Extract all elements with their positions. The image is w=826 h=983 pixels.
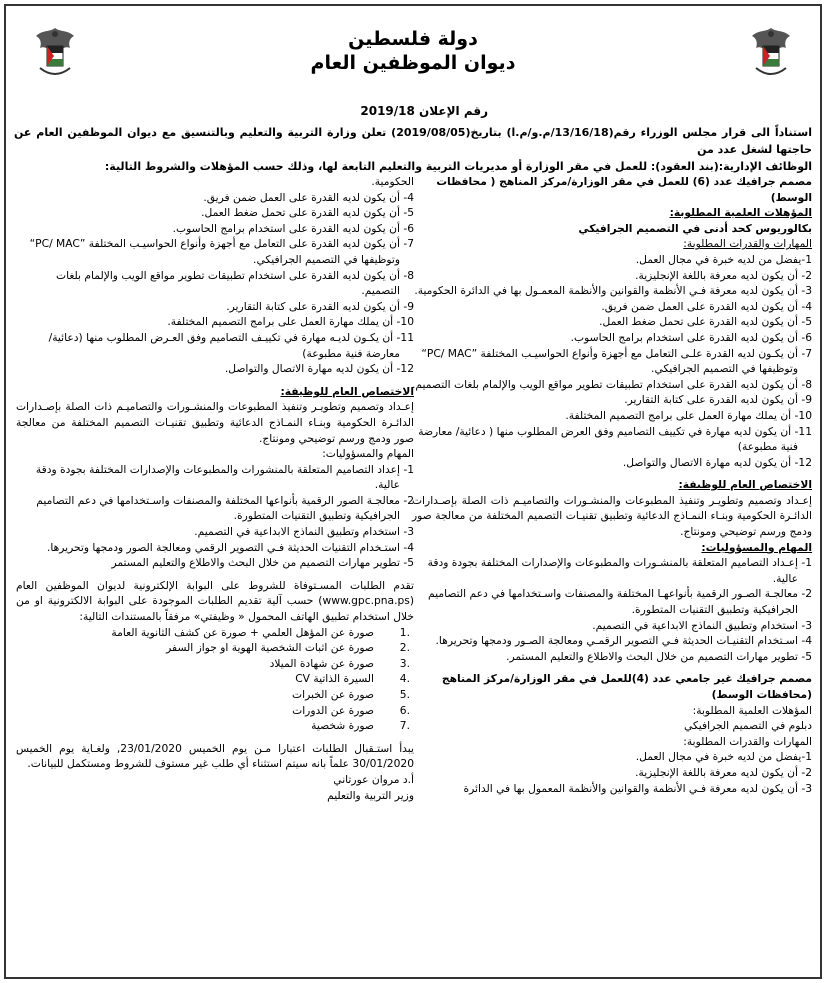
list-item: .3 صورة عن شهادة الميلاد <box>269 656 410 670</box>
list-item: .5 صورة عن الخبرات <box>292 688 410 701</box>
list-item: 2- أن يكون لديه معرفة باللغة الإنجليزية. <box>635 765 812 779</box>
documents-list <box>16 625 414 734</box>
right-column <box>412 174 812 796</box>
list-item: 10- أن يملك مهارة العمل على برامج التصميم المختلفة. <box>167 315 414 329</box>
announcement-page <box>4 4 822 979</box>
application-instructions: تقدم الطلبات المسـتوفاة للشروط على البوابة الإلكترونية لديوان الموظفين العام (www.gpc.pna.ps) حسب آلية تقديم الطلبات الموجودة على البوابة الالكترونية او من خلال استخدام تطبيق الهاتف المحمول « وظيفتي» مرفقاً بالمستندات التالية: <box>16 578 414 624</box>
header-state: دولة فلسطين <box>348 28 478 50</box>
signatory-name: أ.د مروان عورتاني <box>333 772 414 786</box>
list-item: 5- تطوير مهارات التصميم من خلال البحث والاطلاع والتعليم المستمر. <box>506 649 812 663</box>
left-column <box>16 174 414 803</box>
section-heading: المهارات والقدرات المطلوبة: <box>683 734 812 748</box>
section-heading: المهام والمسؤوليات: <box>322 447 414 461</box>
list-item: 11- أن يكـون لديـه مهارة في تكييـف التصاميم وفق العـرض المطلوب منها (دعائية/معارضة فنية مطبوعة) <box>48 330 414 360</box>
list-item: 5- أن يكون لديه القدرة على تحمل ضغط العمل. <box>201 206 414 220</box>
job-title: مصمم جرافيك غير جامعي عدد (4)للعمل في مقر الوزارة/مركز المناهج (محافظات الوسط) <box>441 672 812 701</box>
section-heading: الاختصاص العام للوظيفة: <box>280 384 414 398</box>
page-header <box>6 28 820 76</box>
skills-list <box>412 252 812 470</box>
list-item: الحكومية. <box>371 175 414 188</box>
list-item: .7 صورة شخصية <box>311 719 410 733</box>
list-item: 7- أن يكون لديه القدرة على التعامل مع أجهزة وأنواع الحواسيـب المختلفة ”PC/ MAC“ وتوظيفها في التصميم الجرافيكي. <box>29 237 414 266</box>
section-heading: المهارات والقدرات المطلوبة: <box>683 237 812 251</box>
list-item: 8- أن يكون لديه القدرة على استخدام تطبيقات تطوير مواقع الويب والإلمام بلغات التصميم. <box>412 377 812 391</box>
list-item: 4- أن يكون لديه القدرة على العمل ضمن فريق. <box>601 299 812 313</box>
list-item: 4- استـخدام التقنيات الحديثة فـي التصوير الرقمي ومعالجة الصور ودمجها وتحريرها. <box>46 540 414 554</box>
list-item: 9- أن يكون لديه القدرة على كتابة التقارير. <box>226 299 414 313</box>
list-item: 9- أن يكون لديه القدرة على كتابة التقارير. <box>624 393 812 407</box>
section-heading: المؤهلات العلمية المطلوبة: <box>692 703 812 717</box>
job-title: مصمم جرافيك عدد (6) للعمل في مقر الوزارة/مركز المناهج ( محافظات الوسط) <box>436 175 812 204</box>
skills-list <box>412 749 812 796</box>
section-heading: المؤهلات العلمية المطلوبة: <box>669 206 812 220</box>
list-item: 4- أن يكون لديه القدرة على العمل ضمن فريق. <box>203 190 414 204</box>
intro-paragraph <box>14 124 812 175</box>
list-item: 4- اسـتخدام التقنيـات الحديثة فـي التصوير الرقمـي ومعالجة الصـور ودمجها وتحريرها. <box>435 634 812 648</box>
list-item: 2- معالجـة الصور الرقمية بأنواعها المختلفة والمصنفات واسـتخدامها في دعم التصاميم الجرافيكية وتطبيق التقنيات المتطورة. <box>36 493 414 523</box>
list-item: .6 صورة عن الدورات <box>292 703 410 717</box>
list-item: 2- أن يكون لديه معرفة باللغة الإنجليزية. <box>635 268 812 282</box>
section-heading: الاختصاص العام للوظيفة: <box>678 478 812 492</box>
duties-list <box>16 462 414 571</box>
qualification: دبلوم في التصميم الجرافيكي <box>684 719 812 733</box>
list-item: 1-يفضل من لديه خبرة في مجال العمل. <box>635 750 812 764</box>
job-specialization: إعـداد وتصميم وتطويـر وتنفيذ المطبوعات والمنشـورات والتصاميـم ذات الصلة بإصـدارات الدائـرة الحكومية وبنـاء النمـاذج الدعائية وتطبيق تقنيـات التصميم المختلفة من معالجة صور ودمج ورسم توضيحي ومونتاج. <box>412 493 812 539</box>
skills-list <box>16 190 414 377</box>
list-item: 10- أن يملك مهارة العمل على برامج التصميم المختلفة. <box>565 408 812 422</box>
intro-line: الوظائف الإدارية:(بند العقود): للعمل في مقر الوزارة أو مديريات التربية والتعليم التابعة لها، وذلك حسب المؤهلات والشروط التالية: <box>104 160 812 173</box>
list-item: 7- أن يكـون لديه القدرة علـى التعامل مع أجهزة وأنواع الحواسيـب المختلفة ”PC/ MAC“ وتوظيفها في التصميم الجرافيكي. <box>421 346 812 376</box>
signatory-title: وزير التربية والتعليم <box>327 788 414 802</box>
list-item: 5- تطوير مهارات التصميم من خلال البحث والاطلاع والتعليم المستمر <box>111 556 414 570</box>
list-item: 3- أن يكون لديه معرفة فـي الأنظمة والقوانين والأنظمة المعمول بها في الدائرة <box>463 781 812 795</box>
list-item: .2 صورة عن اثبات الشخصية الهوية او جواز السفر <box>166 641 410 655</box>
list-item: 1- إعـداد التصاميم المتعلقة بالمنشـورات والمطبوعات والإصدارات المختلفة بجودة ودقة عالية. <box>427 556 812 585</box>
list-item: 12- أن يكون لديه مهارة الاتصال والتواصل. <box>224 362 414 376</box>
list-item: 3- أن يكون لديه معرفة فـي الأنظمة والقوانين والأنظمة المعمـول بها في الدائرة الحكومية. <box>414 284 812 298</box>
job-specialization: إعـداد وتصميم وتطويـر وتنفيذ المطبوعات والمنشـورات والتصاميـم ذات الصلة بإصـدارات الدائـرة الحكومية وبنـاء النمـاذج الدعائية وتطبيق تقنيـات التصميم المختلفة من معالجة صور ودمج ورسم توضيحي ومونتاج. <box>16 400 414 445</box>
list-item: 5- أن يكون لديه القدرة على تحمل ضغط العمل. <box>599 315 812 329</box>
intro-line: استناداً الى قرار مجلس الوزراء رقم(13/16/18/م.و/م.ا) بتاريخ(2019/08/05) تعلن وزارة التربية والتعليم وبالتنسيق مع ديوان الموظفين العام عن حاجتها لشغل عدد من <box>14 126 813 156</box>
list-item: 3- استخدام وتطبيق النماذج الابداعية في التصميم. <box>592 618 812 632</box>
list-item: 6- أن يكون لديه القدرة على استخدام برامج الحاسوب. <box>172 221 414 235</box>
section-heading: المهام والمسؤوليات: <box>701 540 812 554</box>
list-item: 2- معالجـة الصـور الرقمية بأنواعهـا المختلفة والمصنفات واسـتخدامها في دعم التصاميم الجرافيكية وتطبيق التقنيات المتطورة. <box>428 587 812 617</box>
list-item: .1 صورة عن المؤهل العلمي + صورة عن كشف الثانوية العامة <box>111 625 410 639</box>
duties-list <box>412 555 812 664</box>
list-item: 11- أن يكون لديه مهارة في تكييف التصاميم وفق العرض المطلوب منها ( دعائية/ معارضة فنية مطبوعة) <box>418 424 812 454</box>
list-item: 1- إعداد التصاميم المتعلقة بالمنشورات والمطبوعات والإصدارات المختلفة بجودة ودقة عالية. <box>35 462 414 492</box>
list-item: 6- أن يكون لديه القدرة على استخدام برامج الحاسوب. <box>570 330 812 344</box>
qualification: بكالوريوس كحد أدنى في التصميم الجرافيكي <box>578 221 812 235</box>
list-item: 8- أن يكون لديه القدرة على استخدام تطبيقات تطوير مواقع الويب والإلمام بلغات التصميم. <box>56 268 414 298</box>
list-item: 3- استخدام وتطبيق النماذج الابداعية في التصميم. <box>194 525 414 539</box>
list-item: 12- أن يكون لديه مهارة الاتصال والتواصل. <box>622 455 812 469</box>
closing-note: يبدأ استـقبال الطلبات اعتبارا مـن يوم الخميس 23/01/2020, ولغـاية يوم الخميس 30/01/2020 علماً بانه سيتم استثناء أي طلب غير مستوف للشروط ومستكمل للبيانات. <box>16 741 414 771</box>
header-bureau: ديوان الموظفين العام <box>310 51 516 74</box>
list-item: .4 السيرة الذاتية CV <box>295 672 410 686</box>
ad-number: رقم الإعلان 2019/18 <box>360 104 488 118</box>
list-item: 1-يفضل من لديه خبرة في مجال العمل. <box>635 252 812 266</box>
